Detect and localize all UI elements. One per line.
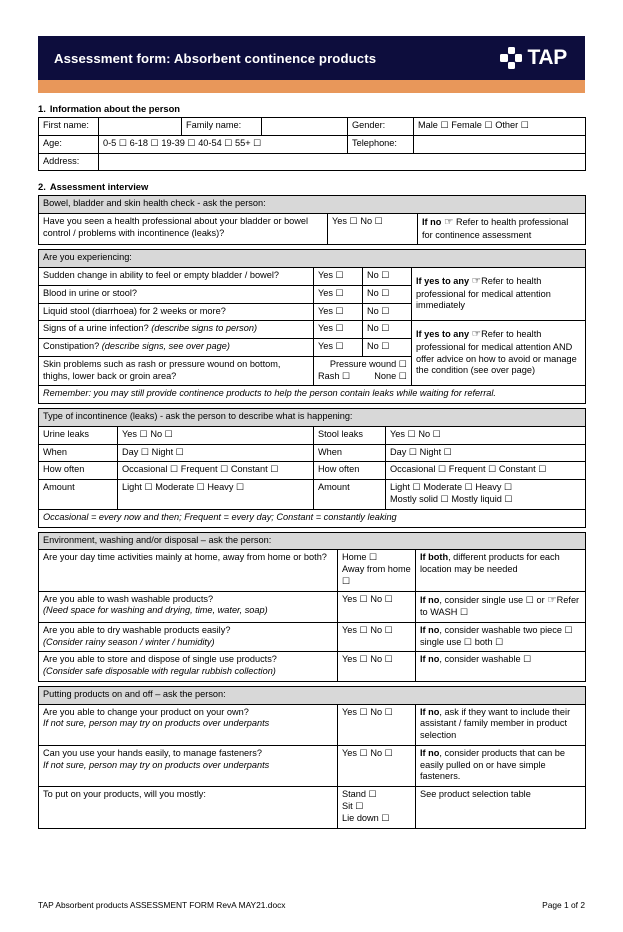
action-bold: If no: [420, 594, 440, 605]
footer-page-number: Page 1 of 2: [542, 900, 585, 910]
action-text: Refer to health professional for continence assessment: [422, 217, 569, 240]
section-2-heading: [38, 181, 585, 192]
stool-amount-options[interactable]: [386, 480, 586, 510]
table-row: [39, 196, 586, 214]
environment-table: [38, 532, 586, 682]
table-row: [39, 550, 586, 591]
first-name-label: First name:: [39, 118, 99, 136]
urine-when-label: When: [39, 444, 118, 462]
symptoms-action-1: [412, 268, 586, 321]
address-label: Address:: [39, 153, 99, 171]
gender-label: Gender:: [348, 118, 414, 136]
stool-amount-line-1[interactable]: Light ☐ Moderate ☐ Heavy ☐: [390, 482, 513, 493]
table-row: [39, 591, 586, 622]
environment-options[interactable]: [338, 622, 416, 652]
action-bold: If no: [422, 217, 442, 228]
footer-filename: TAP Absorbent products ASSESSMENT FORM RevA MAY21.docx: [38, 900, 286, 910]
environment-options[interactable]: [338, 550, 416, 591]
environment-question-hint: (Consider rainy season / winter / humidity): [43, 636, 215, 647]
table-row: [39, 480, 586, 510]
logo-text: TAP: [527, 46, 567, 69]
table-row: [39, 214, 586, 245]
symptom-yes[interactable]: Yes ☐: [314, 285, 363, 303]
health-check-table: [38, 195, 586, 245]
gender-options[interactable]: Male ☐ Female ☐ Other ☐: [414, 118, 586, 136]
person-information-table: [38, 117, 586, 171]
stool-leaks-options[interactable]: Yes ☐ No ☐: [386, 426, 586, 444]
table-row: [39, 268, 586, 286]
action-text: , ask if they want to include their assistant / family member in product selection: [420, 706, 571, 741]
tap-logo: [500, 46, 567, 70]
symptom-no[interactable]: No ☐: [363, 285, 412, 303]
environment-band: Environment, washing and/or disposal – ask the person:: [39, 532, 586, 550]
table-row: [39, 787, 586, 828]
table-row: [39, 509, 586, 527]
environment-options[interactable]: [338, 591, 416, 622]
health-check-question: Have you seen a health professional about your bladder or bowel control / problems with incontinence (leaks)?: [39, 214, 328, 245]
environment-options-text: Home ☐ Away from home ☐: [342, 552, 411, 586]
symptom-question-hint: (describe signs, see over page): [101, 341, 230, 352]
incontinence-band: Type of incontinence (leaks) - ask the person to describe what is happening:: [39, 409, 586, 427]
skin-option-none[interactable]: None ☐: [374, 370, 407, 381]
environment-question: [39, 652, 338, 682]
urine-leaks-options[interactable]: Yes ☐ No ☐: [118, 426, 314, 444]
action-text: Refer to health professional for medical attention AND offer advice on how to avoid or manage the condition (see over page): [416, 329, 577, 376]
putting-question-text: Are you able to change your product on your own?: [43, 706, 249, 717]
table-row: [39, 426, 586, 444]
telephone-label: Telephone:: [348, 135, 414, 153]
pointing-hand-icon: ☞: [471, 275, 482, 288]
putting-action: [416, 704, 586, 745]
environment-options-text: Yes ☐ No ☐: [342, 654, 393, 665]
putting-last-options-text: Stand ☐ Sit ☐ Lie down ☐: [342, 789, 390, 823]
incontinence-footnote: Occasional = every now and then; Frequent = every day; Constant = constantly leaking: [39, 509, 586, 527]
putting-question-text: Can you use your hands easily, to manage fasteners?: [43, 747, 262, 758]
table-row: [39, 153, 586, 171]
action-bold: If no: [420, 747, 440, 758]
section-1-title: Information about the person: [49, 103, 181, 114]
family-name-label: Family name:: [182, 118, 262, 136]
age-options[interactable]: 0-5 ☐ 6-18 ☐ 19-39 ☐ 40-54 ☐ 55+ ☐: [99, 135, 348, 153]
environment-question: Are your day time activities mainly at home, away from home or both?: [39, 550, 338, 591]
cross-icon: [500, 47, 522, 69]
symptom-yes[interactable]: Yes ☐: [314, 268, 363, 286]
symptom-yes[interactable]: Yes ☐: [314, 303, 363, 321]
telephone-input[interactable]: [414, 135, 586, 153]
table-row: [39, 250, 586, 268]
table-row: [39, 462, 586, 480]
putting-question-hint: If not sure, person may try on products over underpants: [43, 718, 270, 729]
document-footer: [38, 900, 585, 910]
environment-action: [416, 591, 586, 622]
experiencing-band: Are you experiencing:: [39, 250, 586, 268]
action-bold: If both: [420, 552, 449, 563]
action-bold: If yes to any: [416, 329, 470, 340]
symptom-question: [39, 339, 314, 357]
environment-action: [416, 652, 586, 682]
action-text-2: Refer to WASH ☐: [420, 594, 580, 618]
symptoms-table: [38, 249, 586, 404]
symptom-no[interactable]: No ☐: [363, 321, 412, 339]
stool-leaks-label: Stool leaks: [314, 426, 386, 444]
symptoms-action-2: [412, 321, 586, 386]
health-check-options[interactable]: Yes ☐ No ☐: [328, 214, 418, 245]
skin-option-rash[interactable]: Rash ☐: [318, 370, 351, 381]
skin-question: Skin problems such as rash or pressure wound on bottom, thighs, lower back or groin area?: [39, 356, 314, 386]
stool-how-often-options[interactable]: Occasional ☐ Frequent ☐ Constant ☐: [386, 462, 586, 480]
putting-action: [416, 745, 586, 786]
document-header: [38, 36, 585, 80]
stool-amount-line-2[interactable]: Mostly solid ☐ Mostly liquid ☐: [390, 493, 513, 504]
table-row: [39, 409, 586, 427]
health-check-band: Bowel, bladder and skin health check - ask the person:: [39, 196, 586, 214]
pointing-hand-icon: ☞: [471, 328, 482, 341]
putting-last-action: See product selection table: [416, 787, 586, 828]
environment-options-text: Yes ☐ No ☐: [342, 593, 393, 604]
putting-options[interactable]: Yes ☐ No ☐: [338, 704, 416, 745]
table-row: [39, 444, 586, 462]
environment-options-text: Yes ☐ No ☐: [342, 624, 393, 635]
incontinence-type-table: [38, 408, 586, 527]
action-bold: If no: [420, 706, 440, 717]
symptom-question-text: Constipation?: [43, 341, 100, 352]
table-row: [39, 704, 586, 745]
urine-amount-options[interactable]: Light ☐ Moderate ☐ Heavy ☐: [118, 480, 314, 510]
table-row: [39, 745, 586, 786]
age-label: Age:: [39, 135, 99, 153]
pointing-hand-icon: ☞: [443, 216, 454, 229]
environment-options[interactable]: [338, 652, 416, 682]
section-1-heading: [38, 103, 585, 114]
table-row: [39, 118, 586, 136]
putting-question-hint: If not sure, person may try on products over underpants: [43, 759, 270, 770]
putting-products-band: Putting products on and off – ask the person:: [39, 686, 586, 704]
stool-when-label: When: [314, 444, 386, 462]
stool-how-often-label: How often: [314, 462, 386, 480]
action-text: , consider washable two piece ☐ single use ☐ both ☐: [420, 624, 573, 647]
urine-when-options[interactable]: Day ☐ Night ☐: [118, 444, 314, 462]
environment-action: [416, 622, 586, 652]
remember-note: Remember: you may still provide continence products to help the person contain leaks while waiting for referral.: [39, 386, 586, 404]
family-name-input[interactable]: [262, 118, 348, 136]
page-title: Assessment form: Absorbent continence products: [54, 50, 377, 66]
pointing-hand-icon: ☞: [547, 593, 557, 606]
symptom-question: Sudden change in ability to feel or empty bladder / bowel?: [39, 268, 314, 286]
symptom-yes[interactable]: Yes ☐: [314, 339, 363, 357]
symptom-no[interactable]: No ☐: [363, 303, 412, 321]
symptom-no[interactable]: No ☐: [363, 268, 412, 286]
skin-options[interactable]: [314, 356, 412, 386]
action-text-1: , consider single use ☐ or: [439, 594, 548, 605]
environment-question-text: Are you able to wash washable products?: [43, 593, 214, 604]
putting-last-question: To put on your products, will you mostly:: [39, 787, 338, 828]
table-row: [39, 386, 586, 404]
stool-amount-label: Amount: [314, 480, 386, 510]
table-row: [39, 652, 586, 682]
environment-action: [416, 550, 586, 591]
environment-question-hint: (Consider safe disposable with regular rubbish collection): [43, 666, 276, 677]
first-name-input[interactable]: [99, 118, 182, 136]
symptom-no[interactable]: No ☐: [363, 339, 412, 357]
table-row: [39, 532, 586, 550]
table-row: [39, 686, 586, 704]
putting-last-options[interactable]: [338, 787, 416, 828]
putting-question: [39, 745, 338, 786]
section-2-number: 2.: [38, 181, 46, 193]
putting-products-table: [38, 686, 586, 829]
header-accent-bar: [38, 80, 585, 93]
symptom-question-hint: (describe signs to person): [151, 323, 258, 334]
environment-question: [39, 591, 338, 622]
table-row: [39, 622, 586, 652]
symptom-question: Blood in urine or stool?: [39, 285, 314, 303]
environment-question-text: Are you able to store and dispose of single use products?: [43, 654, 277, 665]
action-text: Refer to health professional for medical attention immediately: [416, 276, 551, 311]
skin-option-pressure-wound[interactable]: Pressure wound ☐: [329, 358, 407, 369]
putting-options[interactable]: Yes ☐ No ☐: [338, 745, 416, 786]
action-bold: If no: [420, 624, 440, 635]
health-check-action: [418, 214, 586, 245]
symptom-question-text: Signs of a urine infection?: [43, 323, 149, 334]
symptom-question: [39, 321, 314, 339]
symptom-question: Liquid stool (diarrhoea) for 2 weeks or more?: [39, 303, 314, 321]
urine-how-often-options[interactable]: Occasional ☐ Frequent ☐ Constant ☐: [118, 462, 314, 480]
section-1-number: 1.: [38, 103, 46, 114]
action-text: , consider products that can be easily pulled on or have simple fasteners.: [420, 747, 566, 782]
document-page: [0, 36, 623, 932]
urine-amount-label: Amount: [39, 480, 118, 510]
action-text: , consider washable ☐: [439, 654, 532, 665]
action-text: , different products for each location may be needed: [420, 552, 560, 575]
action-bold: If yes to any: [416, 276, 470, 287]
action-bold: If no: [420, 654, 440, 665]
table-row: [39, 321, 586, 339]
urine-leaks-label: Urine leaks: [39, 426, 118, 444]
section-2-title: Assessment interview: [49, 181, 149, 193]
environment-question-hint: (Need space for washing and drying, time, water, soap): [43, 605, 268, 616]
stool-when-options[interactable]: Day ☐ Night ☐: [386, 444, 586, 462]
address-input[interactable]: [99, 153, 586, 171]
environment-question-text: Are you able to dry washable products easily?: [43, 624, 231, 635]
environment-question: [39, 622, 338, 652]
table-row: [39, 135, 586, 153]
putting-question: [39, 704, 338, 745]
urine-how-often-label: How often: [39, 462, 118, 480]
symptom-yes[interactable]: Yes ☐: [314, 321, 363, 339]
